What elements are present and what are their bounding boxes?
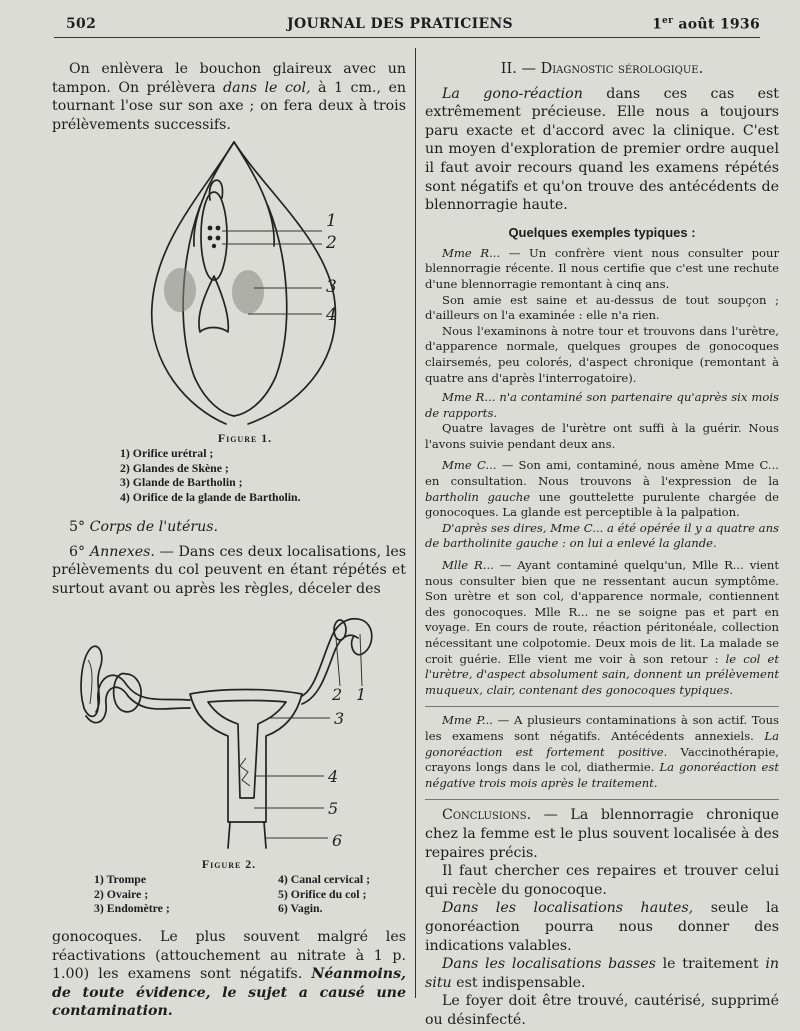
fig2-legend-5: 5) Orifice du col ;	[277, 886, 367, 901]
fig1-label-4: 4	[326, 305, 337, 325]
fig1-legend-4: 4) Orifice de la glande de Bartholin.	[120, 490, 301, 505]
fig1-label-2: 2	[326, 233, 337, 253]
example-1-b: Son amie est saine et au-dessus de tout soupçon ; d'ailleurs on l'a examinée : elle n'a rien.	[425, 292, 779, 323]
intro-paragraph: La gono-réaction dans ces cas est extrêmement précieuse. Elle nous a toujours paru exacte et d'accord avec la clinique. C'est un moyen d'exploration de premier ordre auquel il faut avoir recours quand les examens répétés sont négatifs et qu'on trouve des antécédents de blennorragie haute.	[425, 85, 779, 214]
fig2-legend-1: 1) Trompe	[94, 871, 147, 886]
example-2-d: D'après ses dires, Mme C... a été opérée il y a quatre ans de bartholinite gauche : on lui a enlevé la glande.	[425, 520, 779, 551]
left-column	[52, 60, 406, 134]
conclusion-high: Dans les localisations hautes, seule la gonoréaction pourra nous donner des indications valables.	[425, 900, 779, 954]
section-heading: II. — Diagnostic sérologique.	[500, 61, 704, 77]
example-1-c: Nous l'examinons à notre tour et trouvons dans l'urètre, d'apparence normale, quelques groupes de gonocoques clairsemés, peu colorés, d'aspect chronique (remontant à quatre ans d'après l'interrogatoire).	[425, 323, 779, 385]
journal-title: JOURNAL DES PRATICIENS	[287, 16, 513, 32]
fig1-legend-1: 1) Orifice urétral ;	[120, 445, 214, 460]
fig2-label-3: 3	[334, 709, 345, 728]
examples-title: Quelques exemples typiques :	[508, 224, 696, 240]
fig2-label-1: 1	[356, 685, 367, 704]
fig2-label-2: 2	[332, 685, 343, 704]
section-5: 5° Corps de l'utérus.	[69, 519, 219, 535]
issue-date: 1er août 1936	[652, 16, 760, 33]
figure-2-drawing	[70, 608, 390, 858]
conclusion-paragraph: Conclusions. — La blennorragie chronique chez la femme est le plus souvent localisée à des repaires précis.	[425, 807, 779, 861]
figure-2-caption	[94, 857, 394, 916]
right-column	[425, 60, 779, 1029]
conclusion-low: Dans les localisations basses le traitement in situ est indispensable.	[425, 956, 779, 991]
fig2-label-6: 6	[332, 831, 343, 850]
example-separator	[425, 706, 779, 707]
fig2-label-4: 4	[328, 767, 339, 786]
conclusion-final: Le foyer doit être trouvé, cautérisé, supprimé ou désinfecté.	[425, 993, 779, 1028]
fig1-label-1: 1	[326, 211, 337, 231]
left-sections	[52, 518, 406, 598]
column-divider	[415, 48, 416, 998]
fig1-legend-3: 3) Glande de Bartholin ;	[120, 475, 243, 490]
fig2-legend-3: 3) Endomètre ;	[94, 901, 170, 916]
gonococci-paragraph: gonocoques. Le plus souvent malgré les réactivations (attouchement au nitrate à 1 p. 1.00) les examens sont négatifs. Néanmoins, de toute évidence, le sujet a causé une contamination.	[52, 929, 406, 1020]
fig2-legend-4: 4) Canal cervical ;	[277, 871, 370, 886]
fig1-label-3: 3	[326, 277, 337, 297]
example-1-e: Quatre lavages de l'urètre ont suffi à la guérir. Nous l'avons suivie pendant deux ans.	[425, 421, 779, 451]
conclusion-search: Il faut chercher ces repaires et trouver celui qui recèle du gonocoque.	[425, 863, 779, 898]
header-rule	[54, 37, 760, 38]
conclusion-separator	[425, 799, 779, 800]
section-6: 6° Annexes. — Dans ces deux localisations, les prélèvements du col peuvent en étant répétés et surtout avant ou après les règles, déceler des	[52, 543, 406, 597]
figure-1-caption	[120, 431, 400, 505]
figure-1-drawing	[130, 136, 350, 428]
fig2-label-5: 5	[328, 799, 339, 818]
figure-1-title: Figure 1.	[217, 431, 273, 445]
fig1-legend-2: 2) Glandes de Skène ;	[120, 460, 229, 475]
left-closing	[52, 928, 406, 1021]
example-1-d: Mme R... n'a contaminé son partenaire qu'après six mois de rapports.	[425, 390, 779, 420]
example-2-intro: Mme C... — Son ami, contaminé, nous amène Mme C... en consultation. Nous trouvons à l'expression de la bartholin gauche une gouttelette purulente chargée de gonocoques. La glande est perceptible à la palpation.	[425, 458, 780, 520]
fig2-legend-6: 6) Vagin.	[277, 901, 323, 916]
page-number: 502	[66, 16, 97, 32]
example-3: Mlle R... — Ayant contaminé quelqu'un, Mlle R... vient nous consulter bien que ne ressentant aucun symptôme. Son urètre et son col, d'apparence normale, contiennent des gonocoques. Mlle R... ne se soigne pas et part en voyage. En cours de route, réaction péritonéale, collection nécessitant une colpotomie. Deux mois de lit. La malade se croit guérie. Elle vient me voir à son retour : le col et l'urètre, d'aspect absolument sain, donnent un prélèvement muqueux, clair, contenant des gonocoques typiques.	[425, 558, 779, 697]
figure-2-title: Figure 2.	[201, 857, 257, 871]
example-1-intro: Mme R... — Un confrère vient nous consulter pour blennorragie récente. Il nous certifie que c'est une rechute d'une blennorragie remontant à cinq ans.	[425, 245, 780, 291]
fig2-legend-2: 2) Ovaire ;	[94, 886, 149, 901]
example-4: Mme P... — A plusieurs contaminations à son actif. Tous les examens sont négatifs. Antécédents annexiels. La gonoréaction est fortement positive. Vaccinothérapie, crayons longs dans le col, diathermie. La gonoréaction est négative trois mois après le traitement.	[425, 713, 779, 790]
sampling-paragraph: On enlèvera le bouchon glaireux avec un tampon. On prélèvera dans le col, à 1 cm., en tournant l'ose sur son axe ; on fera deux à trois prélèvements successifs.	[52, 61, 407, 133]
